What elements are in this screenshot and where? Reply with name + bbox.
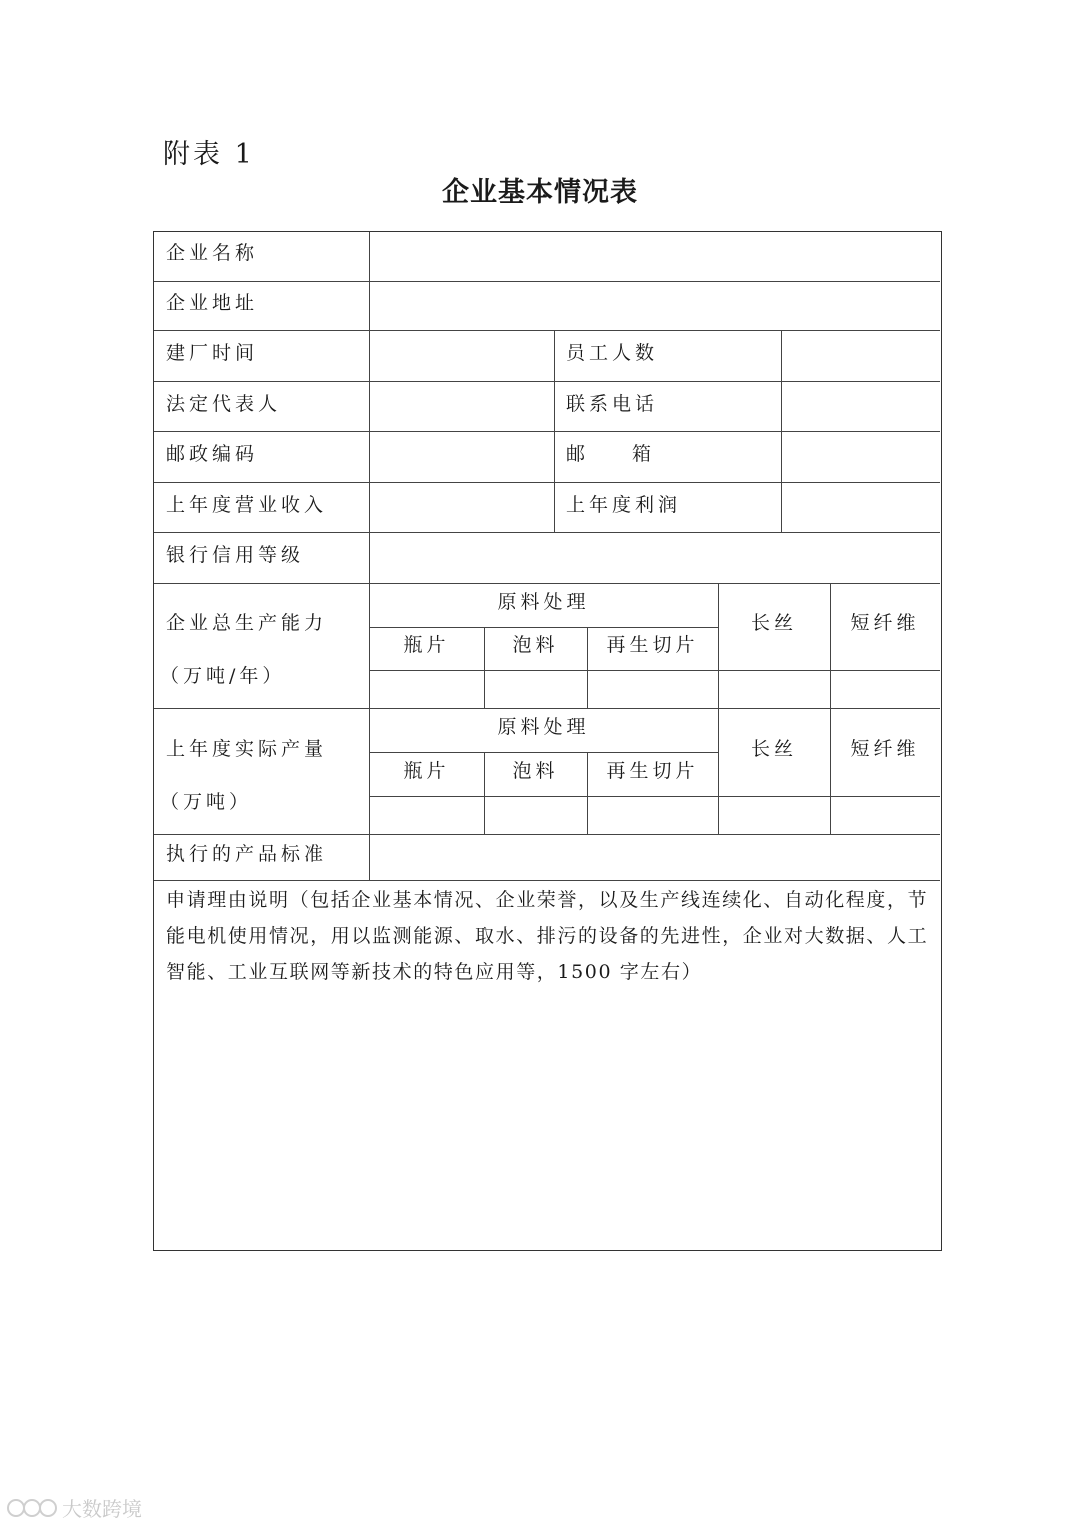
- watermark-text: 大数跨境: [62, 1497, 142, 1521]
- label-employees: 员工人数: [566, 342, 659, 364]
- row-line: [154, 431, 940, 432]
- row-line: [154, 532, 940, 533]
- row-line: [154, 880, 940, 881]
- row-line: [154, 583, 940, 584]
- header-filament: 长丝: [750, 738, 797, 760]
- label-legal-rep: 法定代表人: [166, 393, 282, 415]
- label-capacity-unit: （万吨/年）: [160, 665, 286, 687]
- company-info-form: [153, 231, 942, 1251]
- label-revenue: 上年度营业收入: [166, 494, 328, 516]
- row-line: [154, 708, 940, 709]
- header-foam: 泡料: [512, 760, 559, 782]
- label-postcode: 邮政编码: [166, 443, 259, 465]
- header-regen-chips: 再生切片: [606, 634, 699, 656]
- label-company-name: 企业名称: [166, 242, 259, 264]
- label-established: 建厂时间: [166, 342, 259, 364]
- label-output-unit: （万吨）: [160, 791, 253, 813]
- label-credit: 银行信用等级: [166, 544, 305, 566]
- document-title: 企业基本情况表: [442, 177, 638, 208]
- row-line: [154, 281, 940, 282]
- label-output: 上年度实际产量: [166, 738, 328, 760]
- row-line: [154, 381, 940, 382]
- header-foam: 泡料: [512, 634, 559, 656]
- label-email-first: 邮: [566, 443, 590, 465]
- label-profit: 上年度利润: [566, 494, 682, 516]
- column-line: [554, 330, 555, 533]
- application-reason-note: 申请理由说明（包括企业基本情况、企业荣誉，以及生产线连续化、自动化程度，节能电机使用情况，用以监测能源、取水、排污的设备的先进性，企业对大数据、人工智能、工业互联网等新技术的特色应用等，1500 字左右）: [166, 889, 929, 983]
- header-filament: 长丝: [750, 612, 797, 634]
- row-line: [369, 627, 718, 628]
- row-line: [154, 330, 940, 331]
- header-regen-chips: 再生切片: [606, 760, 699, 782]
- header-staple-fiber: 短纤维: [850, 738, 920, 760]
- header-raw-processing: 原料处理: [497, 716, 590, 738]
- label-company-address: 企业地址: [166, 292, 259, 314]
- label-product-standard: 执行的产品标准: [166, 843, 328, 865]
- row-line: [369, 752, 718, 753]
- annex-label: 附表 1: [163, 139, 255, 170]
- row-line: [369, 670, 940, 671]
- label-capacity: 企业总生产能力: [166, 612, 328, 634]
- header-raw-processing: 原料处理: [497, 591, 590, 613]
- header-bottle-flakes: 瓶片: [403, 760, 450, 782]
- header-bottle-flakes: 瓶片: [403, 634, 450, 656]
- row-line: [154, 482, 940, 483]
- label-email-second: 箱: [632, 443, 656, 465]
- row-line: [154, 834, 940, 835]
- watermark: [6, 1493, 142, 1522]
- label-phone: 联系电话: [566, 393, 659, 415]
- header-staple-fiber: 短纤维: [850, 612, 920, 634]
- column-line: [781, 330, 782, 533]
- watermark-logo-icon: [6, 1496, 58, 1520]
- row-line: [369, 796, 940, 797]
